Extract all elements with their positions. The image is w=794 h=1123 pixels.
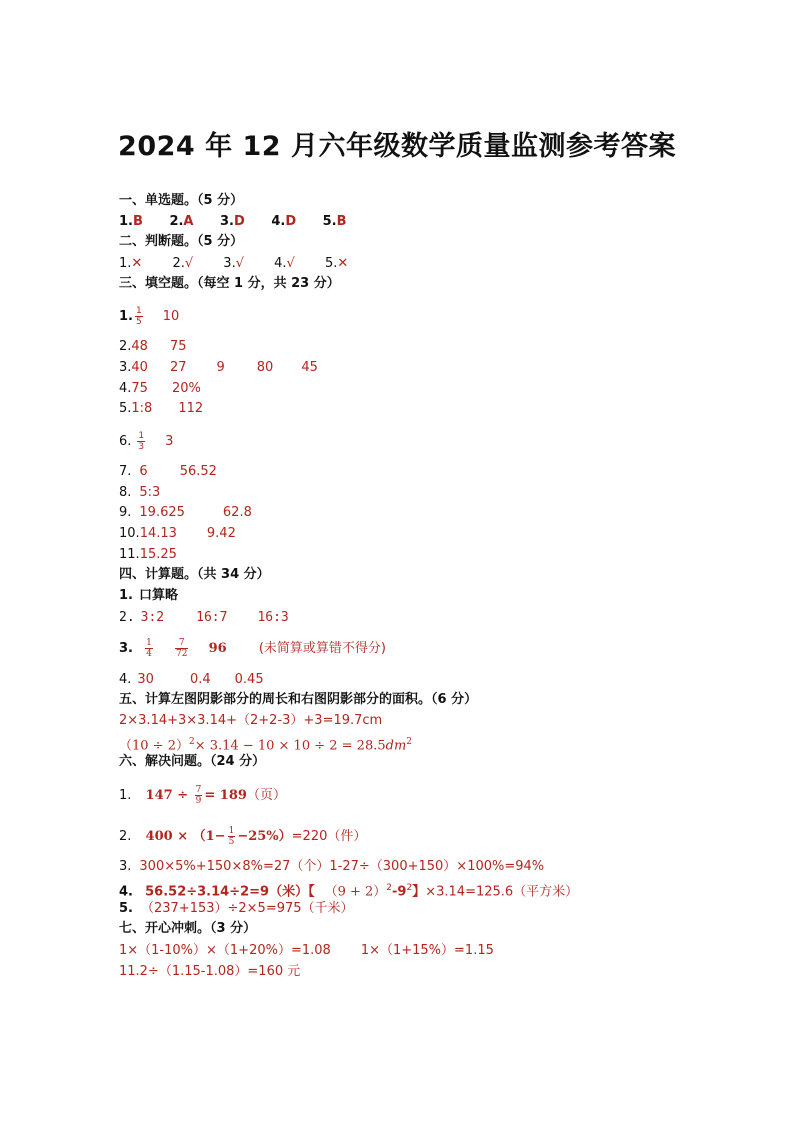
answer: 80	[256, 360, 274, 375]
q-number: 4.	[119, 672, 132, 687]
answer: 3	[165, 434, 174, 449]
cross-mark-icon: ✕	[131, 256, 143, 271]
q-number: 4.	[271, 214, 286, 229]
q-number: 5.	[322, 214, 337, 229]
fraction-numerator: 1	[228, 826, 235, 836]
exponent: 2	[406, 737, 413, 747]
fill-q8	[119, 483, 160, 503]
fraction-denominator: 3	[138, 442, 145, 452]
calc-q1	[119, 586, 178, 606]
fraction-numerator: 1	[138, 431, 145, 441]
check-mark-icon: √	[286, 256, 295, 271]
fill-q4	[119, 379, 201, 399]
answer: D	[285, 214, 297, 229]
answer: 1:8	[131, 401, 153, 416]
q-number: 3.	[223, 256, 236, 271]
expr: 1×（1-10%）×（1+20%）=1.08	[119, 943, 331, 958]
check-mark-icon: √	[184, 256, 194, 271]
expr: × 3.14 − 10 × 10 ÷ 2 = 28.5	[194, 738, 386, 754]
fraction	[135, 306, 143, 327]
fill-q10	[119, 524, 236, 544]
fraction-numerator: 1	[146, 638, 152, 648]
q-number: 2.	[119, 610, 135, 625]
expr: （9 + 2）	[324, 884, 387, 900]
section-7-heading: 七、开心冲刺。（3 分）	[119, 921, 257, 936]
answer: 27	[169, 360, 187, 375]
answer: 9	[216, 360, 225, 375]
expr: 1×（1+15%）=1.15	[360, 943, 494, 958]
calc-q4	[119, 670, 264, 690]
fill-q2	[119, 337, 187, 357]
q-number: 1.	[119, 214, 133, 229]
q-number: 3.	[119, 641, 133, 656]
q-number: 3.	[119, 859, 132, 874]
expr: = 189	[204, 788, 247, 803]
answer: 10	[162, 309, 180, 324]
answer: A	[183, 214, 194, 229]
fraction-denominator: 9	[195, 796, 202, 806]
answer: 96	[208, 641, 227, 656]
perimeter-answer: 2×3.14+3×3.14+（2+2-3）+3=19.7cm	[119, 713, 383, 728]
answer: 20%	[171, 381, 201, 396]
fraction	[145, 638, 153, 659]
answer: 16:7	[196, 610, 228, 625]
solve-q2	[119, 826, 366, 846]
fraction-numerator: 7	[178, 638, 185, 648]
q-number: 5.	[119, 401, 132, 416]
exponent: 2	[188, 737, 195, 747]
solve-q5	[119, 899, 354, 919]
section-6-heading: 六、解决问题。（24 分）	[119, 754, 266, 769]
fraction	[175, 638, 188, 659]
answer: 5:3	[139, 485, 161, 500]
answer: 75	[169, 339, 187, 354]
note: (未简算或算错不得分)	[258, 641, 386, 656]
solve-q3	[119, 857, 544, 877]
q-number: 1.	[119, 309, 133, 324]
fraction-denominator: 72	[176, 649, 188, 659]
q-number: 3.	[220, 214, 234, 229]
sprint-line-2: 11.2÷（1.15-1.08）=160 元	[119, 964, 301, 979]
calc-q2	[119, 608, 289, 628]
section-1-heading: 一、单选题。（5 分）	[119, 193, 244, 208]
exponent: 2	[386, 883, 393, 893]
fraction-numerator: 1	[135, 306, 142, 316]
expr: （10 ÷ 2）	[119, 738, 189, 754]
q-number: 4.	[119, 381, 132, 396]
q-number: 2.	[172, 256, 185, 271]
expr: 】	[412, 884, 426, 900]
area-answer	[119, 732, 412, 752]
q-number: 1.	[119, 788, 132, 803]
answer: B	[336, 214, 347, 229]
check-mark-icon: √	[235, 256, 244, 271]
fill-q5	[119, 399, 203, 419]
q-number: 4.	[274, 256, 287, 271]
page-title: 2024 年 12 月六年级数学质量监测参考答案	[118, 131, 676, 162]
answer: 15.25	[139, 547, 177, 562]
q-number: 2.	[169, 214, 184, 229]
answer: B	[132, 214, 143, 229]
answer: 40	[131, 360, 148, 375]
q-number: 5.	[119, 901, 133, 916]
expr: 400 × （1−	[145, 829, 226, 844]
answer: ×3.14=125.6（平方米）	[425, 884, 579, 900]
answer: 56.52	[179, 464, 217, 479]
answer: 9.42	[206, 526, 236, 541]
answer: =220（件）	[291, 829, 367, 844]
answer: 75	[131, 381, 148, 396]
fraction-numerator: 7	[195, 785, 202, 795]
cross-mark-icon: ✕	[337, 256, 349, 271]
fraction	[228, 826, 236, 847]
expr: 56.52÷3.14÷2=9（米）【	[145, 884, 315, 900]
fill-q1	[119, 306, 179, 326]
answer: 30	[137, 672, 154, 687]
fill-q9	[119, 503, 252, 523]
answer: 300×5%+150×8%=27（个）1-27÷（300+150）×100%=94%	[139, 859, 545, 874]
q-number: 5.	[324, 256, 338, 271]
answer: 口算略	[138, 588, 178, 603]
unit: dm	[385, 738, 407, 754]
unit: （页）	[246, 788, 286, 803]
fill-q11	[119, 545, 177, 565]
answer: （237+153）÷2×5=975（千米）	[140, 901, 354, 916]
fraction-denominator: 4	[146, 649, 152, 659]
answer: 19.625	[139, 505, 185, 520]
answer: 6	[139, 464, 148, 479]
q-number: 11.	[119, 547, 140, 562]
fill-q7	[119, 462, 217, 482]
q-number: 6.	[119, 434, 132, 449]
expr: -9	[392, 884, 407, 900]
answer: 0.4	[189, 672, 211, 687]
section-2-heading: 二、判断题。（5 分）	[119, 234, 244, 249]
fill-q6	[119, 431, 173, 451]
answer: D	[234, 214, 245, 229]
q-number: 3.	[119, 360, 132, 375]
section-1-answers	[119, 212, 347, 232]
sprint-line-1	[119, 941, 494, 961]
q-number: 2.	[119, 339, 132, 354]
section-3-heading: 三、填空题。（每空 1 分，共 23 分）	[119, 276, 340, 291]
solve-q4	[119, 878, 578, 898]
answer: 16:3	[257, 610, 289, 625]
solve-q1	[119, 785, 286, 805]
expr: −25%）	[237, 829, 292, 844]
fraction-denominator: 5	[135, 317, 142, 327]
answer: 62.8	[222, 505, 252, 520]
section-5-heading: 五、计算左图阴影部分的周长和右图阴影部分的面积。（6 分）	[119, 692, 478, 707]
q-number: 9.	[119, 505, 132, 520]
fraction	[195, 785, 203, 806]
exponent: 2	[406, 883, 413, 893]
expr: 147 ÷	[145, 788, 193, 803]
section-2-answers	[119, 254, 348, 274]
fill-q3	[119, 358, 318, 378]
answer: 48	[131, 339, 148, 354]
q-number: 2.	[119, 829, 132, 844]
answer: 3:2	[140, 610, 165, 625]
answer: 45	[301, 360, 318, 375]
section-4-heading: 四、计算题。（共 34 分）	[119, 567, 270, 582]
answer: 14.13	[139, 526, 177, 541]
q-number: 7.	[119, 464, 132, 479]
answer: 112	[178, 401, 204, 416]
q-number: 10.	[119, 526, 140, 541]
q-number: 4.	[119, 884, 133, 900]
calc-q3	[119, 638, 386, 658]
answer: 0.45	[234, 672, 264, 687]
q-number: 1.	[119, 256, 132, 271]
fraction	[137, 431, 145, 452]
q-number: 1.	[119, 588, 133, 603]
q-number: 8.	[119, 485, 132, 500]
fraction-denominator: 5	[228, 837, 235, 847]
